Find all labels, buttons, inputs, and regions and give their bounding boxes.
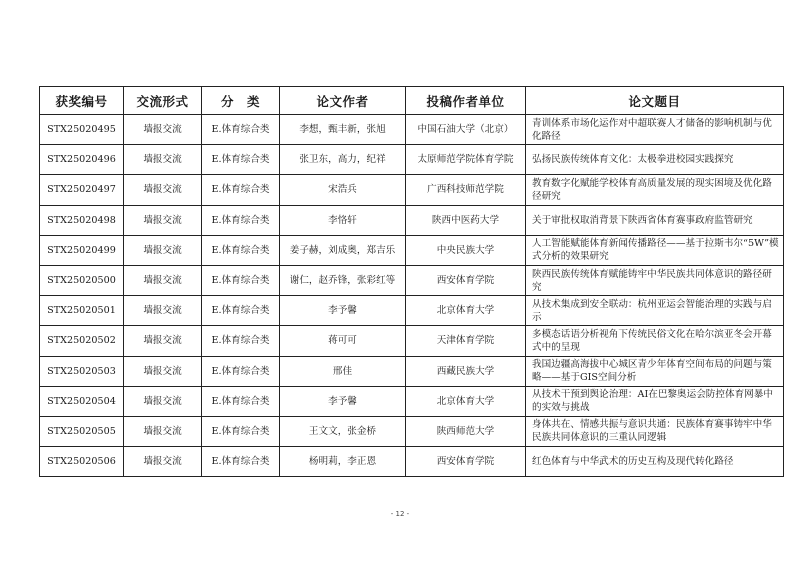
- header-exchange-form: 交流形式: [124, 87, 202, 115]
- cell-exchange-form: 墙报交流: [124, 296, 202, 326]
- cell-author-unit: 天津体育学院: [406, 326, 526, 356]
- cell-paper-title: 我国边疆高海拔中心城区青少年体育空间布局的问题与策略——基于GIS空间分析: [526, 356, 784, 386]
- cell-author-unit: 陕西师范大学: [406, 416, 526, 446]
- cell-category: E.体育综合类: [202, 115, 280, 145]
- cell-category: E.体育综合类: [202, 416, 280, 446]
- cell-exchange-form: 墙报交流: [124, 205, 202, 235]
- cell-authors: 张卫东，高力，纪祥: [280, 145, 406, 175]
- cell-award-id: STX25020503: [40, 356, 124, 386]
- cell-award-id: STX25020497: [40, 175, 124, 205]
- cell-exchange-form: 墙报交流: [124, 386, 202, 416]
- cell-category: E.体育综合类: [202, 386, 280, 416]
- cell-authors: 王文文，张金桥: [280, 416, 406, 446]
- cell-award-id: STX25020498: [40, 205, 124, 235]
- cell-exchange-form: 墙报交流: [124, 416, 202, 446]
- cell-paper-title: 人工智能赋能体育新闻传播路径——基于拉斯韦尔“5W”模式分析的效果研究: [526, 235, 784, 265]
- cell-exchange-form: 墙报交流: [124, 356, 202, 386]
- cell-award-id: STX25020501: [40, 296, 124, 326]
- cell-exchange-form: 墙报交流: [124, 115, 202, 145]
- cell-authors: 邢佳: [280, 356, 406, 386]
- cell-author-unit: 中央民族大学: [406, 235, 526, 265]
- table-row: [40, 386, 784, 416]
- table-row: [40, 235, 784, 265]
- cell-author-unit: 广西科技师范学院: [406, 175, 526, 205]
- table-row: [40, 115, 784, 145]
- table-row: [40, 447, 784, 477]
- cell-award-id: STX25020495: [40, 115, 124, 145]
- cell-category: E.体育综合类: [202, 205, 280, 235]
- cell-author-unit: 北京体育大学: [406, 386, 526, 416]
- cell-paper-title: 青训体系市场化运作对中超联赛人才储备的影响机制与优化路径: [526, 115, 784, 145]
- cell-category: E.体育综合类: [202, 265, 280, 295]
- cell-award-id: STX25020502: [40, 326, 124, 356]
- cell-author-unit: 西藏民族大学: [406, 356, 526, 386]
- table-row: [40, 356, 784, 386]
- cell-authors: 李恪轩: [280, 205, 406, 235]
- table-row: [40, 296, 784, 326]
- award-list-sheet: [39, 86, 783, 477]
- cell-exchange-form: 墙报交流: [124, 145, 202, 175]
- cell-exchange-form: 墙报交流: [124, 265, 202, 295]
- cell-award-id: STX25020506: [40, 447, 124, 477]
- table-header-row: [40, 87, 784, 115]
- cell-category: E.体育综合类: [202, 447, 280, 477]
- cell-category: E.体育综合类: [202, 356, 280, 386]
- cell-authors: 宋浩兵: [280, 175, 406, 205]
- cell-author-unit: 中国石油大学（北京）: [406, 115, 526, 145]
- cell-authors: 李予馨: [280, 296, 406, 326]
- cell-authors: 谢仁，赵乔锋，张彩红等: [280, 265, 406, 295]
- cell-authors: 李予馨: [280, 386, 406, 416]
- cell-paper-title: 关于审批权取消背景下陕西省体育赛事政府监管研究: [526, 205, 784, 235]
- cell-author-unit: 西安体育学院: [406, 447, 526, 477]
- table-row: [40, 175, 784, 205]
- table-body: [40, 115, 784, 477]
- cell-author-unit: 西安体育学院: [406, 265, 526, 295]
- cell-category: E.体育综合类: [202, 326, 280, 356]
- cell-category: E.体育综合类: [202, 296, 280, 326]
- cell-award-id: STX25020500: [40, 265, 124, 295]
- cell-paper-title: 教育数字化赋能学校体育高质量发展的现实困境及优化路径研究: [526, 175, 784, 205]
- table-row: [40, 416, 784, 446]
- cell-category: E.体育综合类: [202, 175, 280, 205]
- cell-exchange-form: 墙报交流: [124, 326, 202, 356]
- cell-paper-title: 从技术干预到舆论治理：AI在巴黎奥运会防控体育网暴中的实效与挑战: [526, 386, 784, 416]
- header-paper-title: 论文题目: [526, 87, 784, 115]
- table-row: [40, 205, 784, 235]
- cell-award-id: STX25020499: [40, 235, 124, 265]
- cell-author-unit: 北京体育大学: [406, 296, 526, 326]
- cell-exchange-form: 墙报交流: [124, 175, 202, 205]
- cell-paper-title: 从技术集成到安全联动：杭州亚运会智能治理的实践与启示: [526, 296, 784, 326]
- cell-category: E.体育综合类: [202, 235, 280, 265]
- cell-paper-title: 陕西民族传统体育赋能铸牢中华民族共同体意识的路径研究: [526, 265, 784, 295]
- table-row: [40, 145, 784, 175]
- header-author-unit: 投稿作者单位: [406, 87, 526, 115]
- cell-award-id: STX25020504: [40, 386, 124, 416]
- header-authors: 论文作者: [280, 87, 406, 115]
- cell-authors: 李想，甄丰新，张旭: [280, 115, 406, 145]
- header-award-id: 获奖编号: [40, 87, 124, 115]
- cell-author-unit: 陕西中医药大学: [406, 205, 526, 235]
- table-row: [40, 265, 784, 295]
- cell-exchange-form: 墙报交流: [124, 235, 202, 265]
- cell-category: E.体育综合类: [202, 145, 280, 175]
- header-category: 分 类: [202, 87, 280, 115]
- cell-paper-title: 多模态话语分析视角下传统民俗文化在哈尔滨亚冬会开幕式中的呈现: [526, 326, 784, 356]
- cell-exchange-form: 墙报交流: [124, 447, 202, 477]
- cell-authors: 杨明莉，李正恩: [280, 447, 406, 477]
- award-table: [39, 86, 784, 477]
- table-row: [40, 326, 784, 356]
- cell-authors: 姜子赫，刘成奥，郑吉乐: [280, 235, 406, 265]
- page-number: - 12 -: [390, 510, 410, 518]
- cell-award-id: STX25020496: [40, 145, 124, 175]
- cell-author-unit: 太原师范学院体育学院: [406, 145, 526, 175]
- cell-award-id: STX25020505: [40, 416, 124, 446]
- cell-paper-title: 身体共在、情感共振与意识共通：民族体育赛事铸牢中华民族共同体意识的三重认同逻辑: [526, 416, 784, 446]
- cell-paper-title: 弘扬民族传统体育文化：太极拳进校园实践探究: [526, 145, 784, 175]
- cell-paper-title: 红色体育与中华武术的历史互构及现代转化路径: [526, 447, 784, 477]
- cell-authors: 蒋可可: [280, 326, 406, 356]
